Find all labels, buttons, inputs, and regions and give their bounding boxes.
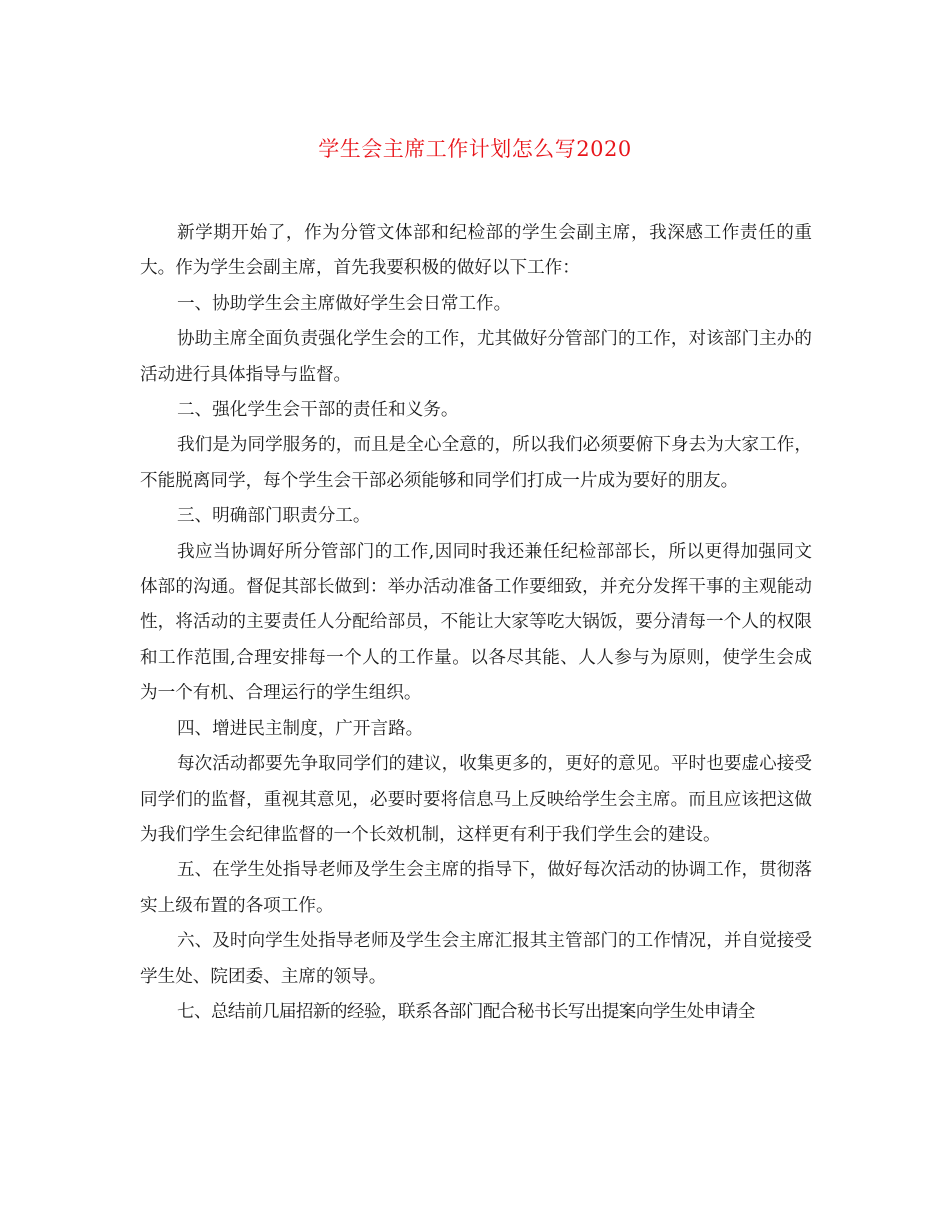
paragraph-intro: 新学期开始了，作为分管文体部和纪检部的学生会副主席，我深感工作责任的重大。作为学生会副主席，首先我要积极的做好以下工作：: [140, 223, 812, 279]
paragraph-heading-1: 一、协助学生会主席做好学生会日常工作。: [176, 293, 512, 314]
paragraph-heading-4: 四、增进民主制度，广开言路。: [176, 718, 424, 739]
paragraph-2: 我们是为同学服务的，而且是全心全意的，所以我们必须要俯下身去为大家工作，不能脱离同学，每个学生会干部必须能够和同学们打成一片成为要好的朋友。: [140, 435, 812, 491]
document-title: 学生会主席工作计划怎么写2020: [318, 137, 632, 161]
paragraph-4: 每次活动都要先争取同学们的建议，收集更多的，更好的意见。平时也要虚心接受同学们的监督，重视其意见，必要时要将信息马上反映给学生会主席。而且应该把这做为我们学生会纪律监督的一个长效机制，这样更有利于我们学生会的建设。: [140, 754, 812, 845]
document-body: [140, 216, 812, 1030]
paragraph-3: 我应当协调好所分管部门的工作,因同时我还兼任纪检部部长，所以更得加强同文体部的沟通。督促其部长做到：举办活动准备工作要细致，并充分发挥干事的主观能动性，将活动的主要责任人分配给部员，不能让大家等吃大锅饭，要分清每一个人的权限和工作范围,合理安排每一个人的工作量。以各尽其能、人人参与为原则，使学生会成为一个有机、合理运行的学生组织。: [140, 541, 812, 704]
paragraph-item-5: 五、在学生处指导老师及学生会主席的指导下，做好每次活动的协调工作，贯彻落实上级布置的各项工作。: [140, 860, 812, 916]
paragraph-heading-3: 三、明确部门职责分工。: [176, 506, 371, 527]
paragraph-1: 协助主席全面负责强化学生会的工作，尤其做好分管部门的工作，对该部门主办的活动进行具体指导与监督。: [140, 329, 812, 385]
paragraph-item-6: 六、及时向学生处指导老师及学生会主席汇报其主管部门的工作情况，并自觉接受学生处、院团委、主席的领导。: [140, 931, 812, 987]
paragraph-item-7: 七、总结前几届招新的经验，联系各部门配合秘书长写出提案向学生处申请全: [176, 1001, 755, 1022]
paragraph-heading-2: 二、强化学生会干部的责任和义务。: [176, 400, 459, 421]
